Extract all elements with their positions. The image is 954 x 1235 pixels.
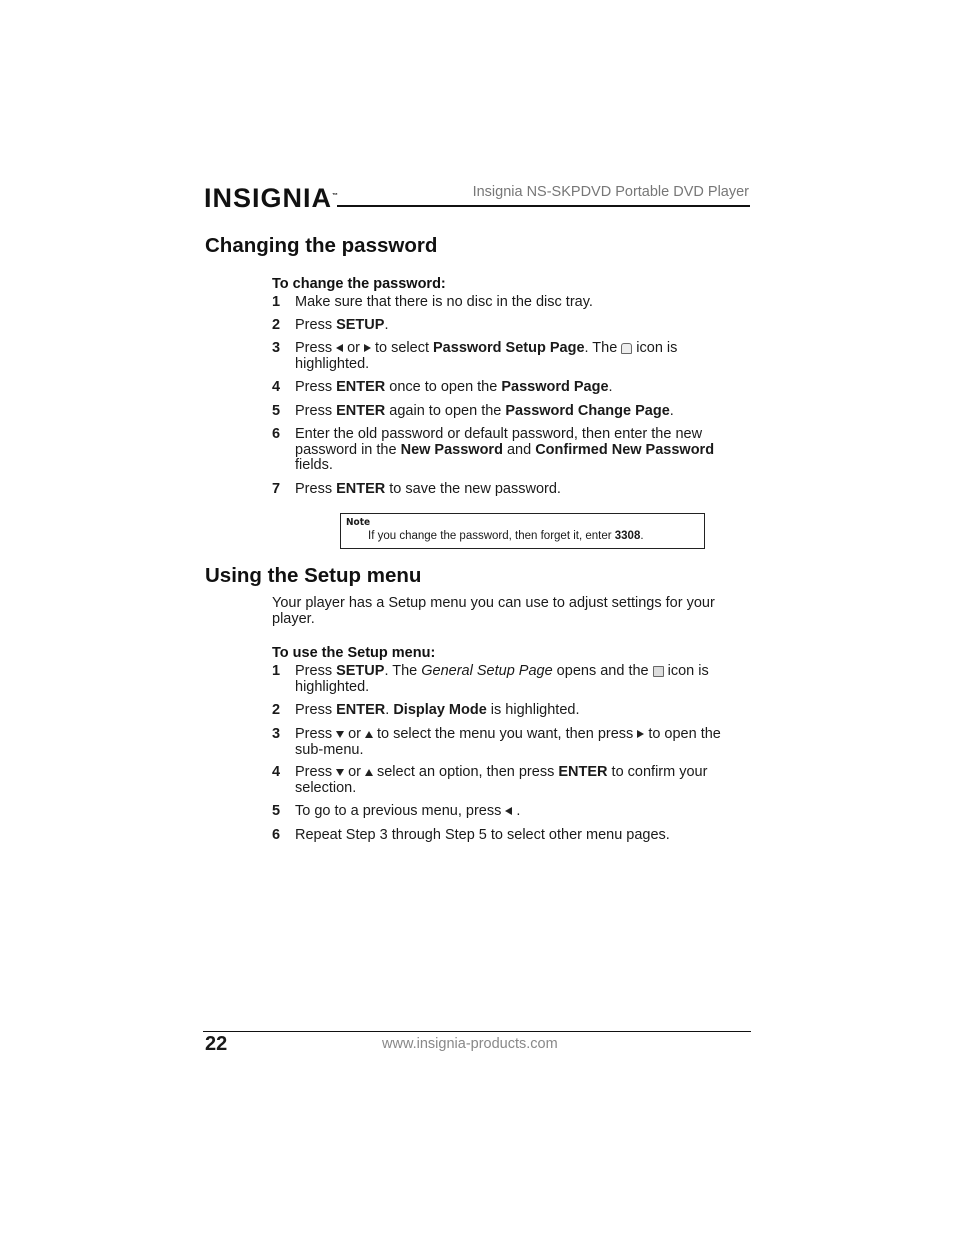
left-arrow-icon [505,807,512,815]
up-arrow-icon [365,769,373,776]
step-text: Press SETUP. [295,317,389,333]
step-3 [272,727,752,758]
subheading-to-change-password: To change the password: [272,276,446,292]
step-5 [272,804,752,820]
note-label: Note [346,517,371,528]
logo-trademark: ™ [332,193,339,199]
step-4 [272,765,752,796]
step-1 [272,664,752,695]
password-page-icon [621,343,632,354]
down-arrow-icon [336,731,344,738]
step-2 [272,703,752,719]
general-setup-icon [653,666,664,677]
step-number: 1 [272,663,281,679]
step-number: 6 [272,827,281,843]
step-text: Press ENTER to save the new password. [295,481,561,497]
step-number: 4 [272,764,281,780]
subheading-to-use-setup-menu: To use the Setup menu: [272,645,436,661]
step-number: 2 [272,702,281,718]
step-number: 7 [272,481,281,497]
step-1 [272,295,752,311]
logo-text: INSIGNIA [204,183,333,213]
note-box [340,513,705,549]
step-number: 3 [272,726,281,742]
step-number: 1 [272,294,281,310]
step-text: Repeat Step 3 through Step 5 to select other menu pages. [295,827,670,843]
right-arrow-icon [637,730,644,738]
note-text: If you change the password, then forget it, enter 3308. [368,530,644,542]
step-text: Press ENTER again to open the Password Change Page. [295,403,674,419]
section-heading-setup-menu: Using the Setup menu [205,564,422,587]
step-7 [272,482,752,498]
step-6 [272,427,752,474]
step-text: Press SETUP. The General Setup Page opens and the icon is highlighted. [295,663,709,695]
step-text: Enter the old password or default password, then enter the new password in the New Password and Confirmed New Password fields. [295,426,715,473]
page-number: 22 [205,1033,228,1055]
step-5 [272,404,752,420]
footer-url: www.insignia-products.com [382,1036,558,1052]
section-heading-changing-password: Changing the password [205,234,438,257]
step-number: 5 [272,803,281,819]
intro-paragraph: Your player has a Setup menu you can use to adjust settings for your player. [272,595,715,627]
step-text: Press ENTER once to open the Password Page. [295,379,613,395]
insignia-logo [204,177,338,217]
footer-rule [203,1031,751,1032]
step-number: 6 [272,426,281,442]
header-title: Insignia NS-SKPDVD Portable DVD Player [472,184,749,200]
step-number: 2 [272,317,281,333]
down-arrow-icon [336,769,344,776]
step-text: Press or to select the menu you want, then press to open the sub-menu. [295,726,721,758]
step-2 [272,318,752,334]
step-text: Make sure that there is no disc in the disc tray. [295,294,593,310]
step-text: To go to a previous menu, press . [295,803,521,819]
step-text: Press or to select Password Setup Page. The icon is highlighted. [295,340,678,372]
right-arrow-icon [364,344,371,352]
header-rule [337,205,750,207]
step-6 [272,828,752,844]
step-number: 5 [272,403,281,419]
step-3 [272,341,752,372]
step-number: 3 [272,340,281,356]
step-4 [272,380,752,396]
step-text: Press ENTER. Display Mode is highlighted. [295,702,580,718]
up-arrow-icon [365,731,373,738]
step-number: 4 [272,379,281,395]
left-arrow-icon [336,344,343,352]
step-text: Press or select an option, then press ENTER to confirm your selection. [295,764,708,796]
